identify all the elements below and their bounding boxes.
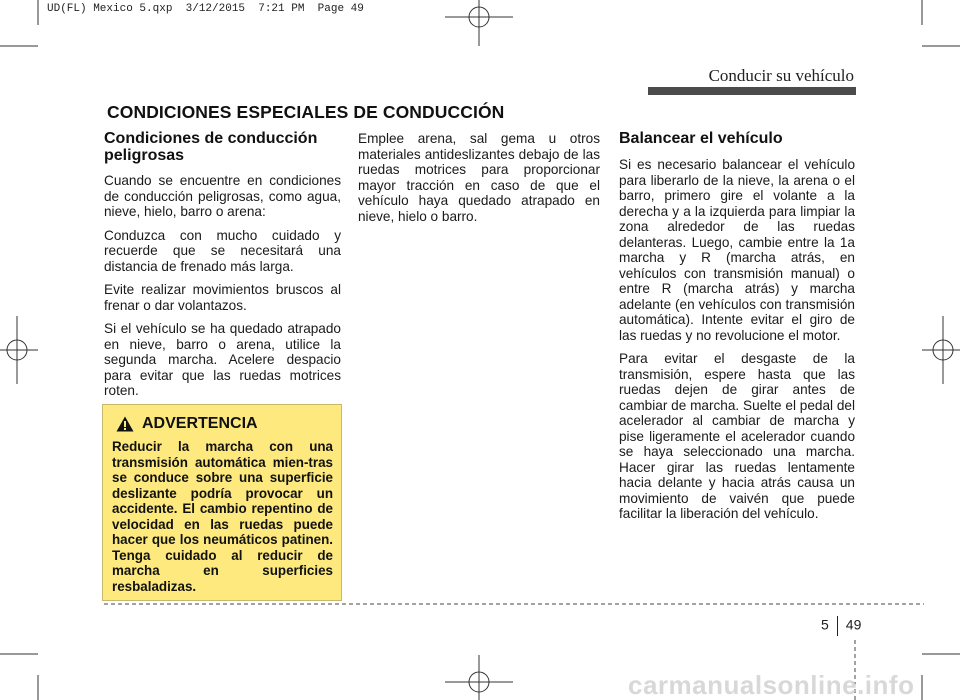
registration-mark-left bbox=[0, 316, 38, 384]
warning-header bbox=[116, 415, 333, 433]
paragraph: Evite realizar movimientos bruscos al frenar o dar volantazos. bbox=[104, 282, 341, 313]
registration-mark-top bbox=[445, 0, 513, 46]
page-number-value: 49 bbox=[845, 616, 862, 633]
page-title: CONDICIONES ESPECIALES DE CONDUCCIÓN bbox=[107, 102, 505, 122]
paragraph: Si es necesario balancear el vehículo para liberarlo de la nieve, la arena o el barro, primero gire el volante a la derecha y a la izquierda para limpiar la zona alrededor de las ruedas delanteras. Luego, cambie entre la 1a marcha y R (marcha atrás, en vehículos con transmisión manual) o entre R (marcha atrás) y marcha adelante (en vehículos con transmisión automática). Intente evitar el giro de las ruedas y no revolucione el motor. bbox=[619, 157, 855, 343]
paragraph: Conduzca con mucho cuidado y recuerde que se necesitará una distancia de frenado más larga. bbox=[104, 227, 341, 274]
warning-title: ADVERTENCIA bbox=[142, 415, 258, 432]
watermark: carmanualsonline.info bbox=[628, 670, 915, 700]
paragraph: Emplee arena, sal gema u otros materiales antideslizantes debajo de las ruedas motrices para proporcionar mayor tracción en caso de que el vehículo haya quedado atrapado en nieve, hielo o barro. bbox=[358, 131, 600, 224]
paragraph: Si el vehículo se ha quedado atrapado en nieve, barro o arena, utilice la segunda marcha. Acelere despacio para evitar que las ruedas motrices roten. bbox=[104, 321, 341, 398]
paragraph: Para evitar el desgaste de la transmisión, espere hasta que las ruedas dejen de girar antes de cambiar de marcha. Suelte el pedal del acelerador al cambiar de marcha y pise ligeramente el acelerador cuando se haya seleccionado una marcha. Hacer girar las ruedas lentamente hacia delante y hacia atrás causa un movimiento de vaivén que puede facilitar la liberación del vehículo. bbox=[619, 351, 855, 521]
heading-hazardous-conditions: Condiciones de conducción peligrosas bbox=[104, 130, 318, 164]
column-2 bbox=[358, 131, 600, 232]
warning-box bbox=[102, 404, 342, 601]
warning-text: Reducir la marcha con una transmisión automática mien-tras se conduce sobre una superficie deslizante podría provocar un accidente. El cambio repentino de velocidad en las ruedas puede hacer que los neumáticos patinen. Tenga cuidado al reducir de marcha en superficies resbaladizas. bbox=[112, 439, 333, 594]
print-slug: UD(FL) Mexico 5.qxp 3/12/2015 7:21 PM Page 49 bbox=[47, 3, 364, 15]
column-3 bbox=[619, 130, 855, 530]
header-bar bbox=[648, 87, 856, 95]
paragraph: Cuando se encuentre en condiciones de conducción peligrosas, como agua, nieve, hielo, barro o arena: bbox=[104, 173, 341, 219]
page-number bbox=[821, 616, 861, 636]
registration-mark-bottom bbox=[445, 655, 513, 700]
section-label: Conducir su vehículo bbox=[708, 66, 854, 85]
chapter-number: 5 bbox=[821, 616, 829, 633]
column-1 bbox=[104, 130, 341, 407]
heading-rocking-vehicle: Balancear el vehículo bbox=[619, 130, 783, 147]
warning-triangle-icon bbox=[116, 416, 134, 432]
registration-mark-right bbox=[922, 316, 960, 384]
